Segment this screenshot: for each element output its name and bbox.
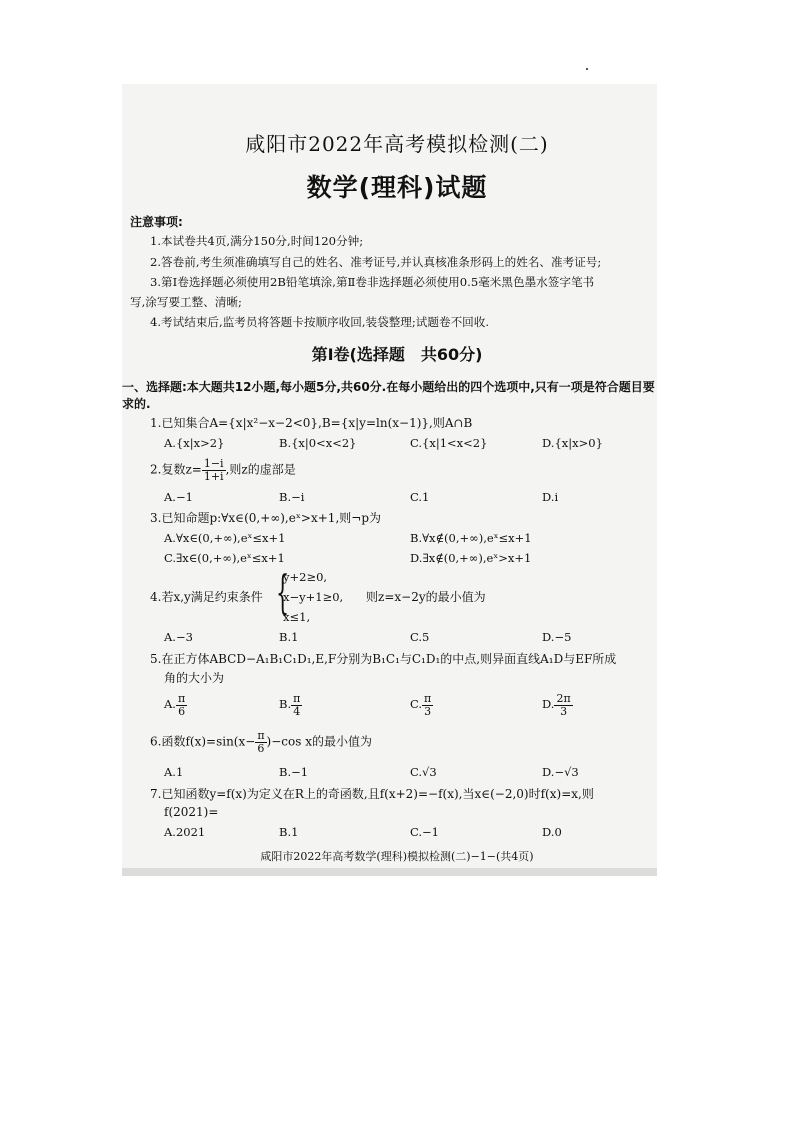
stem-suffix: )−cos x的最小值为	[266, 734, 372, 749]
fraction	[291, 693, 302, 717]
question-stem: 5.在正方体ABCD−A₁B₁C₁D₁,E,F分别为B₁C₁与C₁D₁的中点,则异面直线A₁D与EF所成	[150, 652, 617, 666]
option: C.−1	[410, 825, 439, 839]
fraction-denominator: 6	[178, 704, 186, 718]
system-brace: {	[276, 565, 290, 619]
notice-item: 4.考试结束后,监考员将答题卡按顺序收回,装袋整理;试题卷不回收.	[150, 315, 490, 329]
question-stem-prefix: 4.若x,y满足约束条件	[150, 590, 263, 604]
fraction	[422, 693, 433, 717]
constraint: x≤1,	[283, 610, 311, 624]
stem-prefix: 2.复数z=	[150, 462, 202, 477]
notice-title: 注意事项:	[130, 215, 183, 229]
fraction	[202, 458, 226, 482]
constraint: x−y+1≥0,	[283, 590, 344, 604]
option	[542, 693, 573, 717]
option: B.1	[279, 825, 299, 839]
fraction	[255, 730, 266, 754]
option: A.−3	[164, 630, 193, 644]
section-instruction: 一、选择题:本大题共12小题,每小题5分,共60分.在每小题给出的四个选项中,只有一项是符合题目要求的.	[122, 380, 655, 411]
notice-item: 1.本试卷共4页,满分150分,时间120分钟;	[150, 234, 364, 248]
fraction	[176, 693, 187, 717]
option	[164, 693, 187, 717]
constraint: y+2≥0,	[283, 570, 328, 584]
stem-prefix: 6.函数f(x)=sin(x−	[150, 734, 256, 749]
option	[279, 693, 302, 717]
question-stem: 7.已知函数y=f(x)为定义在R上的奇函数,且f(x+2)=−f(x),当x∈(−2,0)时f(x)=x,则	[150, 787, 594, 801]
subject-title: 数学(理科)试题	[306, 173, 488, 202]
fraction-denominator: 6	[257, 741, 265, 755]
stem-suffix: ,则z的虚部是	[225, 462, 296, 477]
option: C.∃x∈(0,+∞),eˣ≤x+1	[164, 551, 285, 565]
option: D.{x|x>0}	[542, 436, 603, 450]
page-footer: 咸阳市2022年高考数学(理科)模拟检测(二)−1−(共4页)	[260, 850, 534, 863]
fraction-numerator: 1−i	[203, 457, 224, 470]
speck-mark	[586, 68, 588, 70]
fraction-numerator: π	[257, 729, 265, 742]
option: B.∀x∉(0,+∞),eˣ≤x+1	[410, 531, 532, 545]
notice-item: 3.第Ⅰ卷选择题必须使用2B铅笔填涂,第Ⅱ卷非选择题必须使用0.5毫米黑色墨水签字笔书	[150, 275, 595, 289]
option: D.∃x∉(0,+∞),eˣ>x+1	[410, 551, 532, 565]
option: C.1	[410, 490, 430, 504]
option: C.√3	[410, 765, 437, 779]
option: B.−i	[279, 490, 305, 504]
question-stem: 1.已知集合A={x|x²−x−2<0},B={x|y=ln(x−1)},则A∩B	[150, 416, 473, 430]
option	[410, 693, 433, 717]
option: A.−1	[164, 490, 193, 504]
exam-title: 咸阳市2022年高考模拟检测(二)	[245, 132, 549, 156]
option-label: C.	[410, 697, 423, 712]
fraction-denominator: 3	[424, 704, 432, 718]
fraction-denominator: 4	[293, 704, 301, 718]
option: D.−5	[542, 630, 572, 644]
option: D.i	[542, 490, 559, 504]
fraction-numerator: 2π	[556, 692, 571, 705]
notice-item: 2.答卷前,考生须准确填写自己的姓名、准考证号,并认真核准条形码上的姓名、准考证号;	[150, 255, 602, 269]
option: D.−√3	[542, 765, 579, 779]
option: A.2021	[164, 825, 206, 839]
question-stem-suffix: 则z=x−2y的最小值为	[366, 590, 486, 604]
question-stem	[150, 458, 296, 482]
option: C.5	[410, 630, 430, 644]
option: A.{x|x>2}	[164, 436, 225, 450]
fraction-numerator: π	[424, 692, 432, 705]
option-label: B.	[279, 697, 292, 712]
scan-bottom-edge	[122, 868, 657, 876]
option-label: A.	[164, 697, 176, 712]
option-label: D.	[542, 697, 555, 712]
option: A.∀x∈(0,+∞),eˣ≤x+1	[164, 531, 286, 545]
section-title: 第Ⅰ卷(选择题 共60分)	[311, 345, 483, 364]
fraction-denominator: 1+i	[203, 469, 224, 483]
notice-item: 写,涂写要工整、清晰;	[130, 295, 242, 309]
option: B.1	[279, 630, 299, 644]
question-stem-cont: 角的大小为	[164, 671, 225, 685]
fraction-numerator: π	[293, 692, 301, 705]
option: C.{x|1<x<2}	[410, 436, 488, 450]
option: D.0	[542, 825, 562, 839]
option: B.−1	[279, 765, 309, 779]
question-stem: 3.已知命题p:∀x∈(0,+∞),eˣ>x+1,则¬p为	[150, 511, 381, 525]
fraction-denominator: 3	[560, 704, 568, 718]
question-stem	[150, 730, 372, 754]
fraction-numerator: π	[177, 692, 186, 705]
option: B.{x|0<x<2}	[279, 436, 357, 450]
fraction	[554, 693, 572, 717]
option: A.1	[164, 765, 184, 779]
question-stem-cont: f(2021)=	[164, 805, 219, 819]
